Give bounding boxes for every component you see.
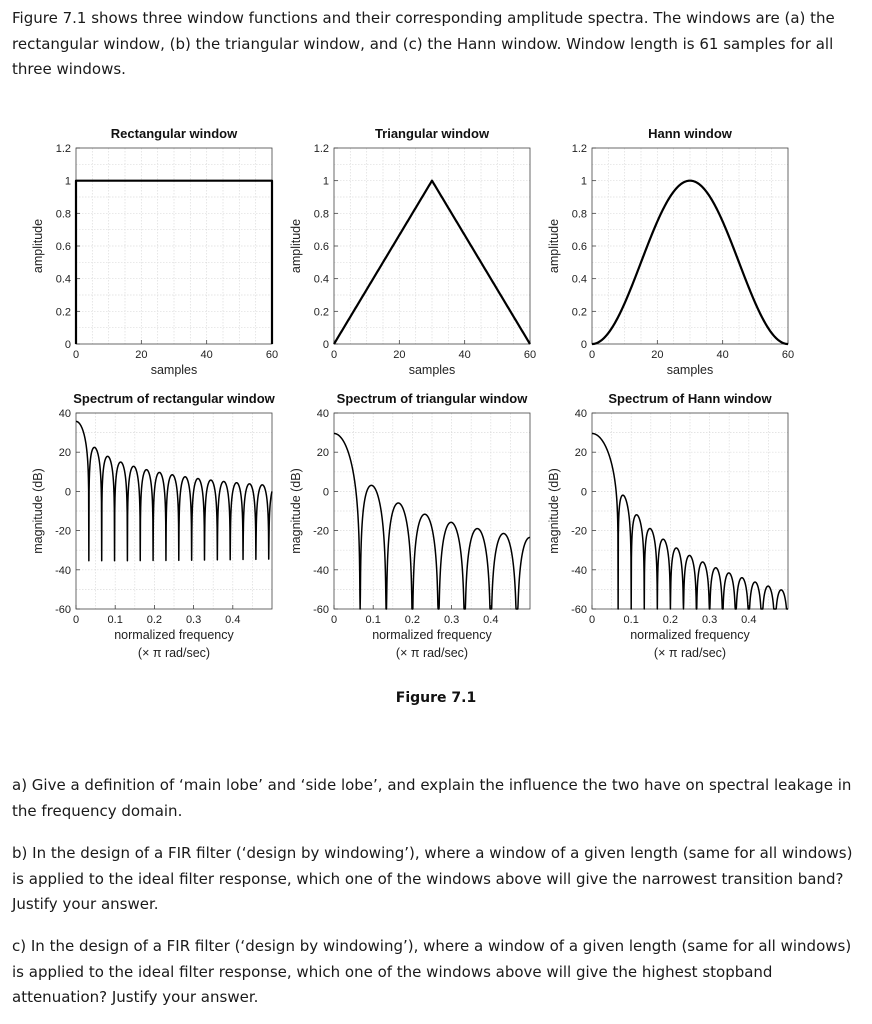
plot-frame xyxy=(334,148,530,344)
x-axis-label-units: (× π rad/sec) xyxy=(653,646,727,660)
y-tick-label: 0.6 xyxy=(571,241,587,253)
x-tick-label: 0 xyxy=(330,614,338,626)
y-tick-label: 0 xyxy=(64,486,71,499)
x-tick-label: 0 xyxy=(330,349,338,361)
x-tick-label: 0.4 xyxy=(483,614,499,626)
y-axis-label: amplitude xyxy=(547,218,561,274)
x-tick-label: 0.3 xyxy=(443,614,460,626)
y-tick-label: 40 xyxy=(316,408,329,420)
y-tick-label: 0.4 xyxy=(571,273,587,286)
y-tick-label: 0.8 xyxy=(571,208,587,221)
plot-hann-window xyxy=(547,126,794,377)
plot-rectangular-spectrum xyxy=(31,391,276,660)
y-tick-label: 20 xyxy=(574,447,587,460)
question-c: c) In the design of a FIR filter (‘design by windowing’), where a window of a given length (same for all windows) is applied to the ideal filter response, which one of the windows above will give the highest stopband attenuation? Justify your answer. xyxy=(12,937,852,1006)
y-tick-label: -40 xyxy=(55,564,71,577)
x-tick-label: 60 xyxy=(781,349,795,361)
figure-7-1 xyxy=(0,100,872,685)
y-tick-label: 0.2 xyxy=(313,306,329,319)
y-axis-label: magnitude (dB) xyxy=(289,468,303,554)
plot-title: Spectrum of triangular window xyxy=(336,391,528,406)
plot-title: Rectangular window xyxy=(110,126,238,141)
x-tick-label: 0.1 xyxy=(623,614,639,626)
x-tick-label: 0.2 xyxy=(404,614,421,626)
plot-triangular-spectrum xyxy=(289,391,530,660)
x-tick-label: 0.2 xyxy=(662,614,679,626)
x-axis-label: normalized frequency xyxy=(630,628,750,642)
x-axis-label: samples xyxy=(150,363,198,377)
x-tick-label: 0 xyxy=(72,614,80,626)
x-tick-label: 0.2 xyxy=(146,614,163,626)
y-tick-label: 0 xyxy=(580,339,587,351)
y-tick-label: -40 xyxy=(313,564,329,577)
y-tick-label: 0.6 xyxy=(313,241,329,253)
x-tick-label: 40 xyxy=(200,349,213,361)
plot-title: Spectrum of Hann window xyxy=(608,391,772,406)
y-axis-label: amplitude xyxy=(289,218,303,274)
y-tick-label: 1 xyxy=(64,175,71,188)
y-tick-label: 0.2 xyxy=(571,306,587,319)
y-tick-label: -60 xyxy=(55,604,71,616)
y-tick-label: -40 xyxy=(571,564,587,577)
y-tick-label: 0.8 xyxy=(313,208,329,221)
x-tick-label: 20 xyxy=(651,349,664,361)
x-axis-label: samples xyxy=(408,363,456,377)
y-tick-label: 20 xyxy=(58,447,71,460)
y-tick-label: 0.6 xyxy=(55,241,71,253)
y-tick-label: 0.8 xyxy=(55,208,71,221)
plot-title: Triangular window xyxy=(374,126,490,141)
x-tick-label: 20 xyxy=(135,349,148,361)
x-axis-label-units: (× π rad/sec) xyxy=(395,646,469,660)
x-tick-label: 20 xyxy=(393,349,406,361)
y-tick-label: 0 xyxy=(580,486,587,499)
x-axis-label: samples xyxy=(666,363,714,377)
x-tick-label: 0 xyxy=(588,614,596,626)
y-tick-label: 1.2 xyxy=(313,143,329,155)
y-tick-label: 40 xyxy=(58,408,71,420)
y-tick-label: 1 xyxy=(580,175,587,188)
y-tick-label: 0 xyxy=(322,339,329,351)
y-axis-label: magnitude (dB) xyxy=(31,468,45,554)
x-axis-label: normalized frequency xyxy=(114,628,234,642)
x-tick-label: 60 xyxy=(265,349,279,361)
y-tick-label: 0.2 xyxy=(55,306,71,319)
plot-title: Spectrum of rectangular window xyxy=(73,391,275,406)
x-tick-label: 40 xyxy=(458,349,471,361)
y-tick-label: 0.4 xyxy=(55,273,71,286)
y-tick-label: -20 xyxy=(571,525,587,538)
x-tick-label: 0.3 xyxy=(185,614,202,626)
y-tick-label: -20 xyxy=(55,525,71,538)
plot-frame xyxy=(592,148,788,344)
x-tick-label: 60 xyxy=(523,349,537,361)
x-tick-label: 0 xyxy=(72,349,80,361)
x-tick-label: 0.4 xyxy=(741,614,757,626)
x-tick-label: 0.1 xyxy=(365,614,381,626)
x-tick-label: 0.1 xyxy=(107,614,123,626)
y-tick-label: 1.2 xyxy=(55,143,71,155)
plot-title: Hann window xyxy=(648,126,732,141)
plot-hann-spectrum xyxy=(547,391,788,660)
y-axis-label: magnitude (dB) xyxy=(547,468,561,554)
plot-rectangular-window xyxy=(31,126,278,377)
y-tick-label: 20 xyxy=(316,447,329,460)
plot-frame xyxy=(592,413,788,609)
intro-paragraph: Figure 7.1 shows three window functions and their corresponding amplitude spectra. The windows are (a) the rectangular window, (b) the triangular window, and (c) the Hann window. Window length is 61 samples for all three windows. xyxy=(12,9,835,78)
x-axis-label-units: (× π rad/sec) xyxy=(137,646,211,660)
y-tick-label: 1 xyxy=(322,175,329,188)
plot-triangular-window xyxy=(289,126,536,377)
plot-frame xyxy=(76,148,272,344)
x-tick-label: 0.3 xyxy=(701,614,718,626)
y-tick-label: 1.2 xyxy=(571,143,587,155)
question-a: a) Give a definition of ‘main lobe’ and ‘side lobe’, and explain the influence the two have on spectral leakage in the frequency domain. xyxy=(12,776,852,820)
x-tick-label: 40 xyxy=(716,349,729,361)
y-tick-label: -60 xyxy=(313,604,329,616)
y-tick-label: 0 xyxy=(322,486,329,499)
y-axis-label: amplitude xyxy=(31,218,45,274)
question-b: b) In the design of a FIR filter (‘design by windowing’), where a window of a given length (same for all windows) is applied to the ideal filter response, which one of the windows above will give the narrowest transition band? Justify your answer. xyxy=(12,844,853,913)
y-tick-label: 40 xyxy=(574,408,587,420)
y-tick-label: 0.4 xyxy=(313,273,329,286)
x-tick-label: 0.4 xyxy=(225,614,241,626)
figure-caption: Figure 7.1 xyxy=(395,690,477,706)
y-tick-label: -20 xyxy=(313,525,329,538)
x-axis-label: normalized frequency xyxy=(372,628,492,642)
y-tick-label: -60 xyxy=(571,604,587,616)
y-tick-label: 0 xyxy=(64,339,71,351)
x-tick-label: 0 xyxy=(588,349,596,361)
